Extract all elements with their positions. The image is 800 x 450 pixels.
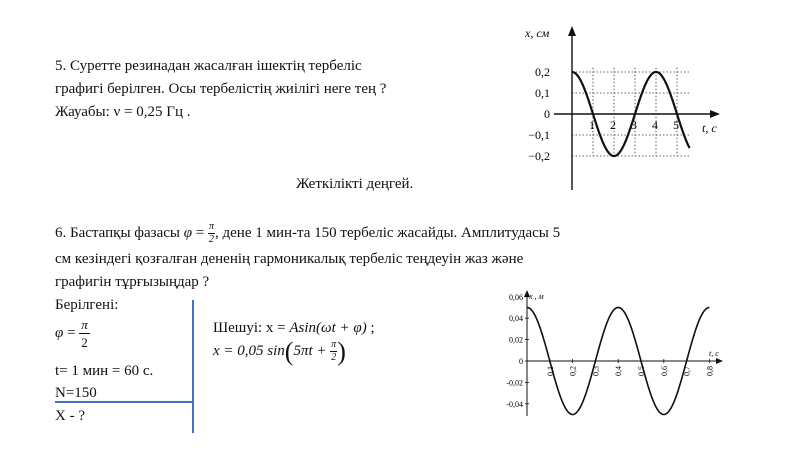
solution-eq-inner: 5πt + [293, 342, 331, 359]
chart2-y-tick-label: 0 [519, 357, 523, 366]
chart1-x-tick-label: 2 [610, 118, 616, 132]
chart1-y-arrow [568, 26, 576, 36]
given-find: X - ? [55, 408, 85, 424]
chart1-x-axis-label: t, c [702, 121, 717, 135]
chart1-y-axis-label: x, см [525, 26, 550, 40]
level-heading: Жеткілікті деңгей. [296, 176, 414, 192]
solution-close-paren: ) [337, 337, 346, 366]
solution-pi: π [331, 339, 337, 350]
given-pi: π [81, 317, 88, 332]
solution-formula: Asin(ωt + φ) [289, 320, 367, 336]
chart-harmonic-graph [485, 286, 735, 426]
problem6-line2: см кезіндегі қозғалған дененің гармоникалық тербеліс теңдеуін жаз және [55, 251, 524, 267]
given-heading: Берілгені: [55, 297, 119, 313]
chart1-y-tick-label: −0,2 [528, 149, 550, 163]
given-count: N=150 [55, 385, 97, 401]
chart-cosine-graph [510, 22, 725, 194]
chart2-y-tick-label: 0,02 [509, 335, 523, 345]
given-phi-line [55, 318, 90, 349]
chart2-x-tick-label: 0,8 [705, 366, 715, 376]
chart1-x-tick-label: 1 [589, 118, 595, 132]
chart1-x-arrow [710, 110, 720, 118]
problem5-answer: Жауабы: ν = 0,25 Гц . [55, 104, 191, 120]
problem6-eq: = [195, 224, 205, 241]
chart2-x-tick-label: 0,5 [637, 366, 646, 376]
chart2-x-tick-label: 0,2 [568, 366, 578, 376]
problem6-pi: π [209, 221, 215, 232]
chart1-x-tick-label: 5 [673, 118, 679, 132]
solution-line1 [213, 319, 375, 338]
chart2-y-tick-label: -0,04 [506, 399, 523, 409]
given-phase-fraction [79, 318, 90, 349]
problem5-line2: графигі берілген. Осы тербелістің жиілігі неге тең ? [55, 81, 387, 97]
given-eq: = [67, 324, 76, 341]
chart1-x-tick-label: 3 [631, 118, 637, 132]
chart2-x-tick-label: 0,6 [659, 366, 669, 376]
problem6-rest: , дене 1 мин-та 150 тербеліс жасайды. Амплитудасы 5 [215, 224, 561, 241]
solution-open-paren: ( [284, 337, 294, 366]
chart2-x-tick-label: 0,3 [591, 366, 601, 376]
solution-suffix: ; [366, 320, 375, 336]
chart2-x-axis-label: t, c [709, 349, 719, 358]
chart1-y-tick-label: −0,1 [528, 128, 550, 142]
chart2-y-tick-label: -0,02 [506, 378, 523, 388]
chart2-y-axis-label: x , м [529, 292, 544, 301]
solution-label: Шешуі: x = [213, 320, 290, 336]
problem6-prefix: 6. Бастапқы фазасы [55, 224, 180, 241]
chart2-y-tick-label: 0,06 [509, 292, 523, 302]
chart1-x-tick-label: 4 [652, 118, 658, 132]
chart1-axes [528, 26, 720, 190]
given-phi: φ [55, 324, 64, 341]
solution-two: 2 [331, 352, 337, 363]
chart1-y-tick-label: 0,2 [535, 65, 550, 79]
chart1-y-tick-label: 0,1 [535, 86, 550, 100]
problem6-phase-fraction [208, 222, 215, 245]
problem5-line1: 5. Суретте резинадан жасалған ішектің тербеліс [55, 58, 362, 74]
solution-line2 [213, 337, 346, 366]
given-horizontal-divider [55, 401, 192, 403]
chart2-x-tick-label: 0,1 [545, 366, 555, 376]
given-vertical-divider [192, 300, 194, 433]
chart2-x-tick-label: 0,4 [614, 366, 624, 376]
problem6-line1 [55, 222, 560, 245]
solution-eq-left: x = 0,05 sin [213, 342, 285, 359]
given-time: t= 1 мин = 60 с. [55, 363, 154, 379]
chart2-y-tick-label: 0,04 [509, 314, 523, 324]
problem6-line3: графигін тұрғызыңдар ? [55, 274, 210, 290]
chart2-x-tick-label: 0,7 [682, 366, 692, 376]
chart1-y-tick-label: 0 [544, 107, 550, 121]
problem6-two: 2 [209, 234, 214, 245]
problem6-phi: φ [183, 224, 193, 241]
chart2-x-arrow [716, 358, 723, 364]
chart1-grid [572, 68, 690, 156]
given-two: 2 [81, 335, 88, 350]
